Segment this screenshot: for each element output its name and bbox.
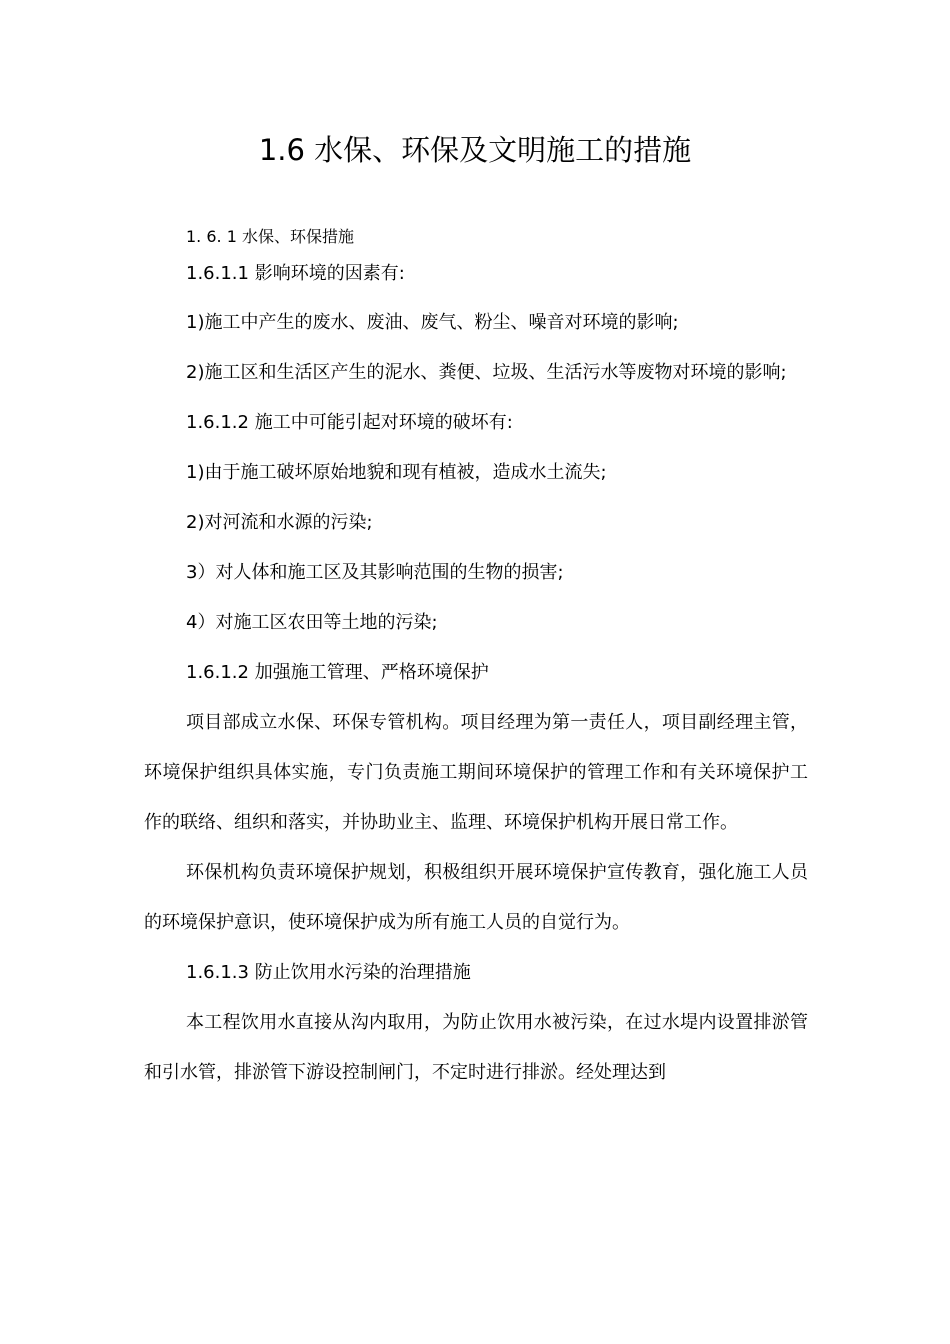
section-heading: 1. 6. 1 水保、环保措施 <box>186 227 354 246</box>
list-item: 3）对人体和施工区及其影响范围的生物的损害; <box>186 562 564 583</box>
list-item: 1)施工中产生的废水、废油、废气、粉尘、噪音对环境的影响; <box>186 312 679 333</box>
list-item: 1)由于施工破坏原始地貌和现有植被，造成水土流失; <box>186 462 607 483</box>
body-paragraph: 项目部成立水保、环保专管机构。项目经理为第一责任人，项目副经理主管，环境保护组织具体实施，专门负责施工期间环境保护的管理工作和有关环境保护工作的联络、组织和落实，并协助业主、监理、环境保护机构开展日常工作。 <box>144 712 808 833</box>
subsection-heading: 1.6.1.1 影响环境的因素有: <box>186 263 405 284</box>
subsection-heading: 1.6.1.2 施工中可能引起对环境的破坏有: <box>186 412 513 433</box>
list-item: 4）对施工区农田等土地的污染; <box>186 612 438 633</box>
document-title: 1.6 水保、环保及文明施工的措施 <box>258 133 692 167</box>
document-body <box>144 224 808 1098</box>
body-paragraph: 环保机构负责环境保护规划，积极组织开展环境保护宣传教育，强化施工人员的环境保护意识，使环境保护成为所有施工人员的自觉行为。 <box>144 862 808 933</box>
subsection-heading: 1.6.1.2 加强施工管理、严格环境保护 <box>186 662 489 683</box>
list-item: 2)对河流和水源的污染; <box>186 512 373 533</box>
list-item: 2)施工区和生活区产生的泥水、粪便、垃圾、生活污水等废物对环境的影响; <box>186 362 787 383</box>
body-paragraph: 本工程饮用水直接从沟内取用，为防止饮用水被污染，在过水堤内设置排淤管和引水管，排淤管下游设控制闸门，不定时进行排淤。经处理达到 <box>144 1012 808 1083</box>
subsection-heading: 1.6.1.3 防止饮用水污染的治理措施 <box>186 962 471 983</box>
